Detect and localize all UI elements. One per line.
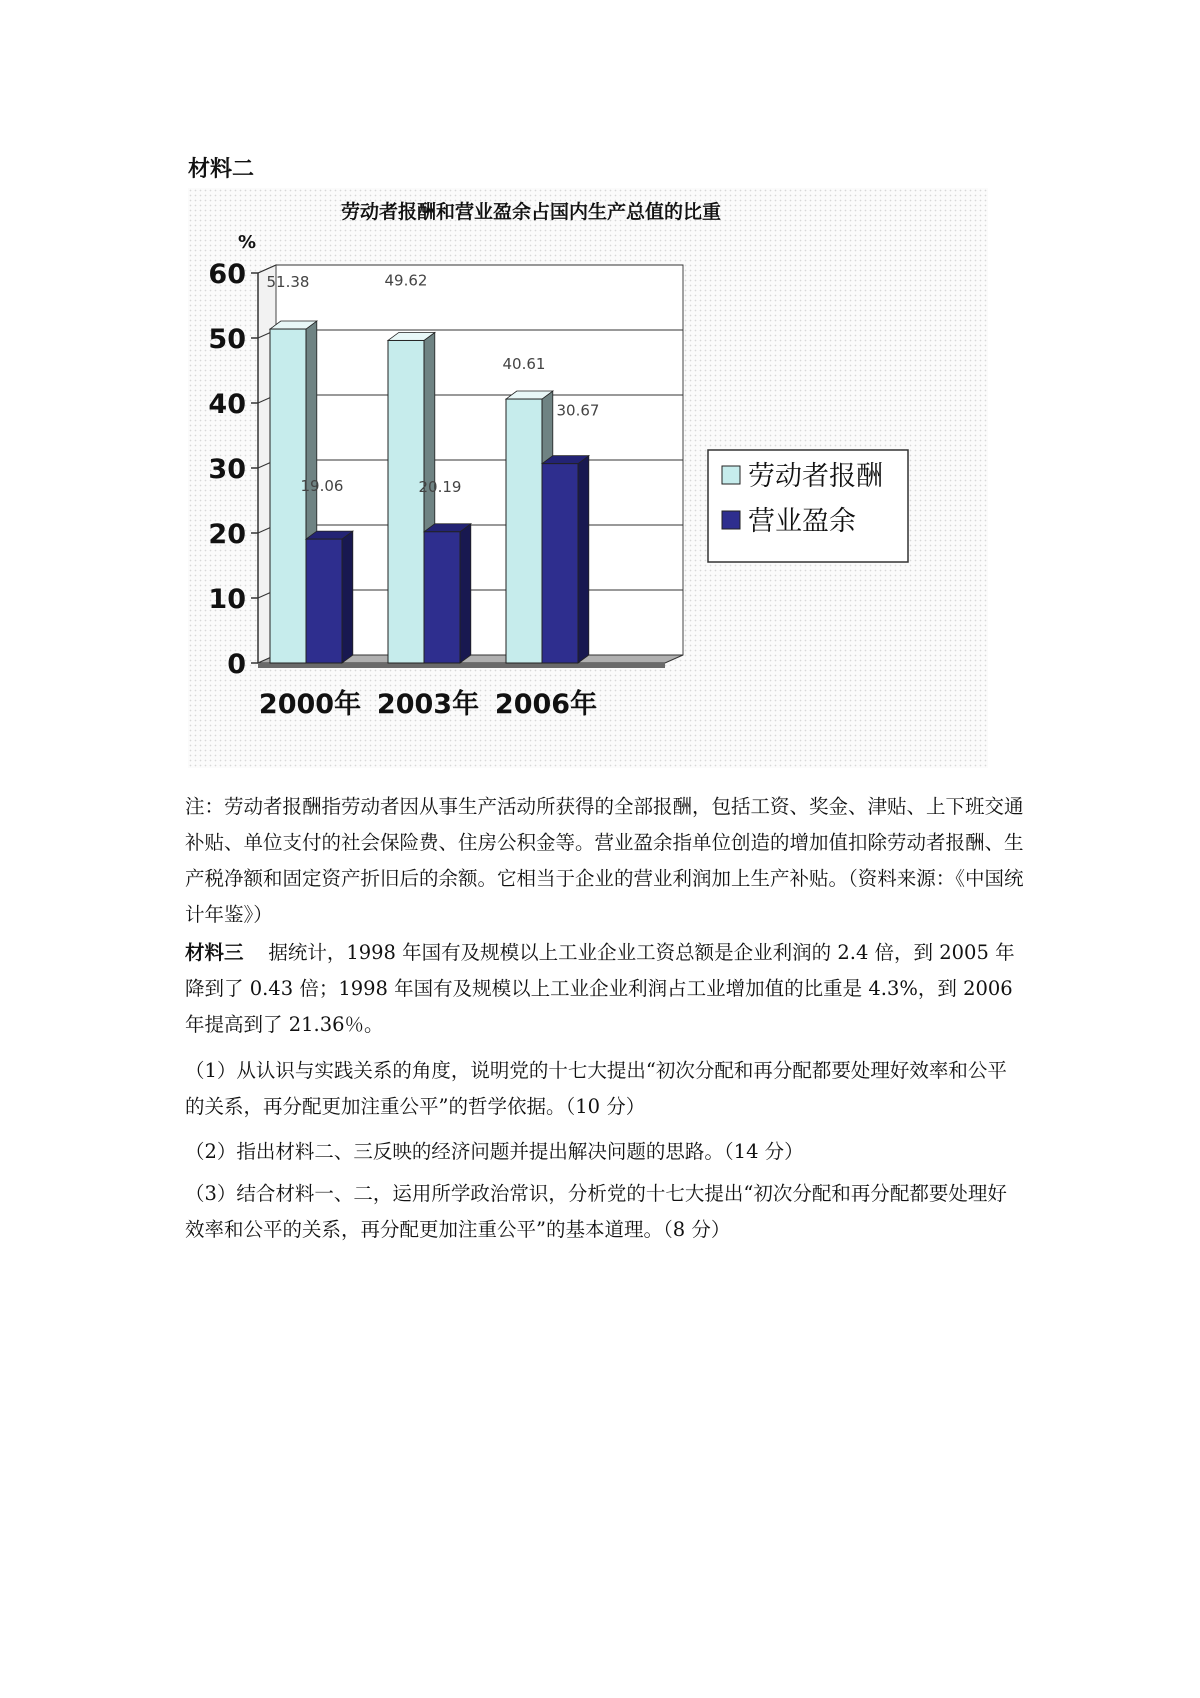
legend-label: 营业盈余 (748, 506, 856, 537)
bar-surplus-1 (424, 532, 460, 663)
material3-paragraph (185, 935, 1025, 1043)
x-tick-label: 2006年 (494, 689, 598, 720)
question-1: （1）从认识与实践关系的角度，说明党的十七大提出“初次分配和再分配都要处理好效率和公平的关系，再分配更加注重公平”的哲学依据。（10 分） (185, 1059, 1007, 1118)
y-tick-label: 0 (227, 649, 246, 680)
bar-chart (188, 188, 988, 768)
bar-side (578, 456, 589, 663)
question-3: （3）结合材料一、二，运用所学政治常识，分析党的十七大提出“初次分配和再分配都要处理好效率和公平的关系，再分配更加注重公平”的基本道理。（8 分） (185, 1182, 1007, 1241)
x-tick-label: 2000年 (258, 689, 362, 720)
legend-swatch (722, 466, 740, 484)
data-label: 20.19 (418, 477, 462, 496)
chart-note: 注：劳动者报酬指劳动者因从事生产活动所获得的全部报酬，包括工资、奖金、津贴、上下班交通补贴、单位支付的社会保险费、住房公积金等。营业盈余指单位创造的增加值扣除劳动者报酬、生产税净额和固定资产折旧后的余额。它相当于企业的营业利润加上生产补贴。（资料来源：《中国统计年鉴》） (185, 795, 1024, 926)
chart-title: 劳动者报酬和营业盈余占国内生产总值的比重 (340, 201, 722, 223)
material3-text: 据统计，1998 年国有及规模以上工业企业工资总额是企业利润的 2.4 倍，到 2005 年降到了 0.43 倍；1998 年国有及规模以上工业企业利润占工业增加值的比重是 4.3%，到 2006 年提高到了 21.36％。 (185, 941, 1015, 1036)
data-label: 51.38 (266, 273, 310, 292)
data-label: 40.61 (502, 355, 546, 374)
y-tick-label: 60 (208, 259, 246, 290)
x-tick-label: 2003年 (376, 689, 480, 720)
y-tick-label: 50 (208, 324, 246, 355)
bar-side (342, 531, 353, 663)
chart-container (188, 188, 988, 768)
material3-label: 材料三 (185, 941, 244, 964)
y-tick-label: 30 (208, 454, 246, 485)
y-tick-label: 20 (208, 519, 246, 550)
data-label: 19.06 (300, 477, 344, 496)
y-axis-unit: % (238, 232, 257, 253)
bar-labor-0 (270, 329, 306, 663)
y-tick-label: 40 (208, 389, 246, 420)
data-label: 30.67 (556, 401, 600, 420)
bar-labor-2 (506, 399, 542, 663)
legend-swatch (722, 511, 740, 529)
data-label: 49.62 (384, 271, 428, 290)
material2-heading: 材料二 (188, 157, 255, 182)
bar-surplus-0 (306, 539, 342, 663)
y-tick-label: 10 (208, 584, 246, 615)
bar-surplus-2 (542, 464, 578, 663)
legend-label: 劳动者报酬 (748, 461, 883, 492)
bar-side (460, 524, 471, 663)
question-2: （2）指出材料二、三反映的经济问题并提出解决问题的思路。（14 分） (185, 1140, 804, 1163)
floor-edge (258, 663, 665, 668)
bar-labor-1 (388, 340, 424, 663)
